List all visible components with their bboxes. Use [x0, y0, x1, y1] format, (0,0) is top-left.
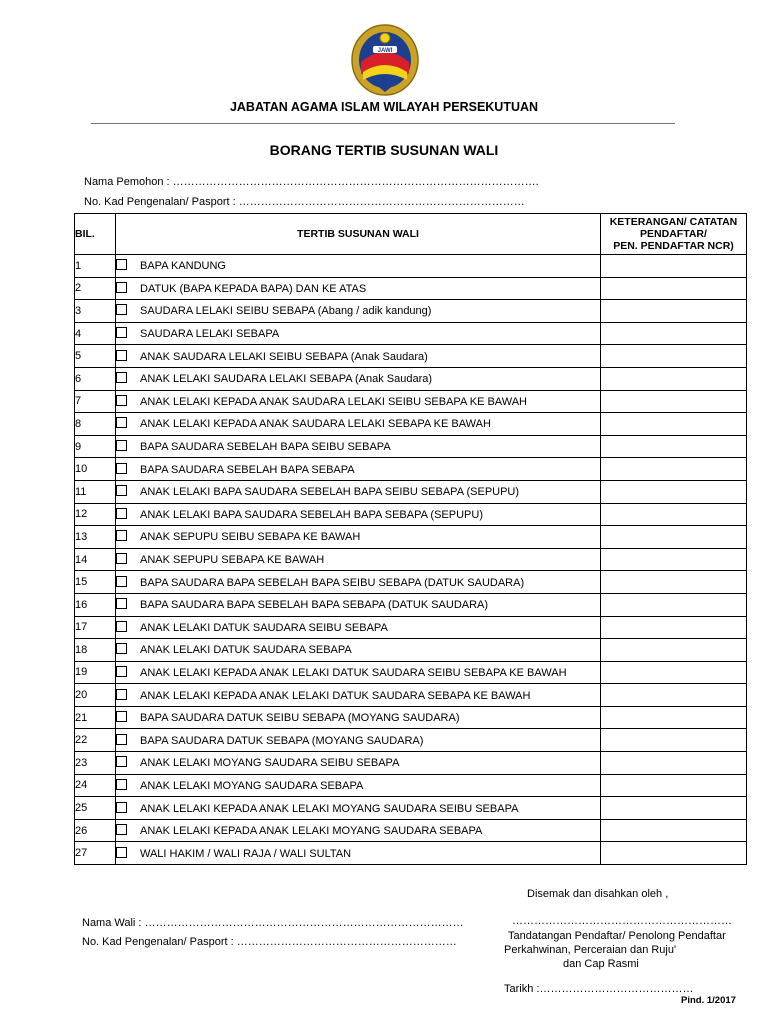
- wali-checkbox[interactable]: [116, 621, 127, 632]
- wali-option-label: ANAK LELAKI KEPADA ANAK LELAKI DATUK SAUDARA SEIBU SEBAPA KE BAWAH: [140, 666, 567, 679]
- col-remarks-header: [601, 214, 747, 255]
- col-remarks-line1: KETERANGAN/ CATATAN PENDAFTAR/: [609, 216, 738, 240]
- remarks-cell[interactable]: [601, 639, 747, 662]
- row-number: 8: [75, 413, 116, 436]
- remarks-cell[interactable]: [601, 706, 747, 729]
- wali-option-label: BAPA SAUDARA DATUK SEIBU SEBAPA (MOYANG SAUDARA): [140, 712, 460, 725]
- wali-option-label: SAUDARA LELAKI SEIBU SEBAPA (Abang / adik kandung): [140, 305, 432, 318]
- wali-option-cell: [116, 842, 601, 865]
- row-number: 25: [75, 797, 116, 820]
- table-row: [75, 797, 747, 820]
- wali-checkbox[interactable]: [116, 643, 127, 654]
- agency-name: JABATAN AGAMA ISLAM WILAYAH PERSEKUTUAN: [229, 100, 539, 114]
- applicant-id-field[interactable]: [84, 196, 525, 208]
- remarks-cell[interactable]: [601, 345, 747, 368]
- table-row: [75, 639, 747, 662]
- table-row: [75, 277, 747, 300]
- remarks-cell[interactable]: [601, 413, 747, 436]
- applicant-name-dots: ……………………………………………………………………………………….: [172, 176, 539, 188]
- wali-checkbox[interactable]: [116, 485, 127, 496]
- row-number: 13: [75, 526, 116, 549]
- col-order-header: TERTIB SUSUNAN WALI: [116, 214, 601, 255]
- wali-option-cell: [116, 593, 601, 616]
- signature-caption-1: Tandatangan Pendaftar/ Penolong Pendaftar: [508, 930, 726, 942]
- wali-checkbox[interactable]: [116, 417, 127, 428]
- wali-name-field[interactable]: [82, 917, 464, 929]
- header-divider: [91, 123, 675, 124]
- remarks-cell[interactable]: [601, 390, 747, 413]
- col-remarks-line2: PEN. PENDAFTAR NCR): [613, 240, 734, 252]
- wali-option-cell: [116, 661, 601, 684]
- table-row: [75, 480, 747, 503]
- wali-option-cell: [116, 413, 601, 436]
- wali-checkbox[interactable]: [116, 282, 127, 293]
- remarks-cell[interactable]: [601, 480, 747, 503]
- wali-option-label: DATUK (BAPA KEPADA BAPA) DAN KE ATAS: [140, 282, 367, 295]
- wali-option-label: ANAK LELAKI DATUK SAUDARA SEIBU SEBAPA: [140, 621, 388, 634]
- remarks-cell[interactable]: [601, 277, 747, 300]
- wali-option-label: BAPA SAUDARA SEBELAH BAPA SEIBU SEBAPA: [140, 441, 391, 454]
- table-row: [75, 819, 747, 842]
- wali-name-dots: ……………………………………………………………………………: [144, 917, 464, 929]
- wali-checkbox[interactable]: [116, 350, 127, 361]
- wali-option-label: ANAK LELAKI SAUDARA LELAKI SEBAPA (Anak Saudara): [140, 373, 433, 386]
- wali-checkbox[interactable]: [116, 553, 127, 564]
- wali-checkbox[interactable]: [116, 847, 127, 858]
- date-label: Tarikh :: [504, 983, 540, 995]
- table-row: [75, 367, 747, 390]
- row-number: 15: [75, 571, 116, 594]
- table-row: [75, 684, 747, 707]
- remarks-cell[interactable]: [601, 729, 747, 752]
- row-number: 2: [75, 277, 116, 300]
- table-row: [75, 729, 747, 752]
- wali-option-cell: [116, 548, 601, 571]
- wali-option-cell: [116, 526, 601, 549]
- wali-option-cell: [116, 706, 601, 729]
- wali-option-label: ANAK LELAKI KEPADA ANAK SAUDARA LELAKI SEIBU SEBAPA KE BAWAH: [140, 395, 527, 408]
- wali-option-cell: [116, 684, 601, 707]
- remarks-cell[interactable]: [601, 593, 747, 616]
- wali-option-label: BAPA SAUDARA SEBELAH BAPA SEBAPA: [140, 463, 355, 476]
- row-number: 5: [75, 345, 116, 368]
- wali-option-cell: [116, 435, 601, 458]
- wali-order-table: [74, 213, 747, 865]
- wali-checkbox[interactable]: [116, 666, 127, 677]
- row-number: 23: [75, 752, 116, 775]
- wali-checkbox[interactable]: [116, 756, 127, 767]
- row-number: 24: [75, 774, 116, 797]
- wali-option-cell: [116, 322, 601, 345]
- remarks-cell[interactable]: [601, 300, 747, 323]
- wali-option-label: ANAK LELAKI KEPADA ANAK LELAKI DATUK SAUDARA SEBAPA KE BAWAH: [140, 689, 531, 702]
- remarks-cell[interactable]: [601, 458, 747, 481]
- row-number: 14: [75, 548, 116, 571]
- jawi-logo: [349, 22, 421, 98]
- wali-checkbox[interactable]: [116, 689, 127, 700]
- wali-option-cell: [116, 819, 601, 842]
- applicant-name-label: Nama Pemohon :: [84, 176, 170, 188]
- table-row: [75, 300, 747, 323]
- signature-caption-3: dan Cap Rasmi: [563, 958, 639, 970]
- wali-name-label: Nama Wali :: [82, 917, 142, 929]
- row-number: 3: [75, 300, 116, 323]
- remarks-cell[interactable]: [601, 322, 747, 345]
- row-number: 4: [75, 322, 116, 345]
- remarks-cell[interactable]: [601, 842, 747, 865]
- wali-checkbox[interactable]: [116, 508, 127, 519]
- remarks-cell[interactable]: [601, 435, 747, 458]
- wali-id-field[interactable]: [82, 936, 457, 948]
- wali-id-label: No. Kad Pengenalan/ Pasport :: [82, 936, 234, 948]
- wali-id-dots: ……………………………………………………: [236, 936, 457, 948]
- wali-option-cell: [116, 797, 601, 820]
- table-row: [75, 435, 747, 458]
- wali-option-cell: [116, 729, 601, 752]
- row-number: 17: [75, 616, 116, 639]
- remarks-cell[interactable]: [601, 797, 747, 820]
- table-row: [75, 345, 747, 368]
- wali-option-cell: [116, 616, 601, 639]
- wali-option-cell: [116, 752, 601, 775]
- table-row: [75, 842, 747, 865]
- wali-option-label: ANAK LELAKI MOYANG SAUDARA SEBAPA: [140, 779, 364, 792]
- form-code: Pind. 1/2017: [681, 995, 736, 1006]
- wali-option-label: ANAK LELAKI BAPA SAUDARA SEBELAH BAPA SEBAPA (SEPUPU): [140, 508, 483, 521]
- col-bil-header: BIL.: [75, 214, 116, 255]
- wali-option-cell: [116, 255, 601, 278]
- remarks-cell[interactable]: [601, 526, 747, 549]
- table-row: [75, 390, 747, 413]
- date-dots: ……………………………………: [539, 983, 694, 995]
- wali-option-label: BAPA SAUDARA BAPA SEBELAH BAPA SEIBU SEBAPA (DATUK SAUDARA): [140, 576, 525, 589]
- wali-option-label: WALI HAKIM / WALI RAJA / WALI SULTAN: [140, 847, 352, 860]
- wali-option-cell: [116, 300, 601, 323]
- row-number: 22: [75, 729, 116, 752]
- wali-option-cell: [116, 367, 601, 390]
- signature-caption-2: Perkahwinan, Perceraian dan Ruju': [504, 944, 677, 956]
- verified-by-label: Disemak dan disahkan oleh ,: [527, 888, 669, 900]
- remarks-cell[interactable]: [601, 752, 747, 775]
- wali-option-label: ANAK SEPUPU SEBAPA KE BAWAH: [140, 554, 325, 567]
- wali-option-label: ANAK SAUDARA LELAKI SEIBU SEBAPA (Anak Saudara): [140, 350, 428, 363]
- wali-option-cell: [116, 390, 601, 413]
- remarks-cell[interactable]: [601, 616, 747, 639]
- wali-option-cell: [116, 480, 601, 503]
- table-row: [75, 752, 747, 775]
- wali-checkbox[interactable]: [116, 327, 127, 338]
- wali-checkbox[interactable]: [116, 372, 127, 383]
- table-row: [75, 571, 747, 594]
- row-number: 16: [75, 593, 116, 616]
- table-row: [75, 616, 747, 639]
- row-number: 6: [75, 367, 116, 390]
- wali-checkbox[interactable]: [116, 440, 127, 451]
- logo-text: JAWI: [377, 48, 393, 54]
- remarks-cell[interactable]: [601, 367, 747, 390]
- table-row: [75, 774, 747, 797]
- wali-checkbox[interactable]: [116, 711, 127, 722]
- wali-option-label: ANAK LELAKI KEPADA ANAK SAUDARA LELAKI SEBAPA KE BAWAH: [140, 418, 491, 431]
- applicant-name-field[interactable]: [84, 176, 539, 188]
- remarks-cell[interactable]: [601, 255, 747, 278]
- wali-checkbox[interactable]: [116, 576, 127, 587]
- table-row: [75, 661, 747, 684]
- wali-option-label: SAUDARA LELAKI SEBAPA: [140, 328, 280, 341]
- table-row: [75, 503, 747, 526]
- row-number: 26: [75, 819, 116, 842]
- wali-checkbox[interactable]: [116, 304, 127, 315]
- remarks-cell[interactable]: [601, 571, 747, 594]
- wali-checkbox[interactable]: [116, 824, 127, 835]
- wali-checkbox[interactable]: [116, 395, 127, 406]
- wali-option-cell: [116, 571, 601, 594]
- wali-checkbox[interactable]: [116, 779, 127, 790]
- wali-option-label: ANAK SEPUPU SEIBU SEBAPA KE BAWAH: [140, 531, 361, 544]
- wali-checkbox[interactable]: [116, 598, 127, 609]
- wali-option-cell: [116, 277, 601, 300]
- table-row: [75, 526, 747, 549]
- table-row: [75, 413, 747, 436]
- remarks-cell[interactable]: [601, 774, 747, 797]
- wali-checkbox[interactable]: [116, 259, 127, 270]
- remarks-cell[interactable]: [601, 661, 747, 684]
- form-title: BORANG TERTIB SUSUNAN WALI: [269, 142, 499, 158]
- date-field[interactable]: [504, 983, 693, 995]
- wali-option-label: ANAK LELAKI KEPADA ANAK LELAKI MOYANG SAUDARA SEIBU SEBAPA: [140, 802, 519, 815]
- wali-option-cell: [116, 345, 601, 368]
- table-row: [75, 548, 747, 571]
- remarks-cell[interactable]: [601, 503, 747, 526]
- wali-option-label: ANAK LELAKI MOYANG SAUDARA SEIBU SEBAPA: [140, 757, 400, 770]
- table-row: [75, 458, 747, 481]
- row-number: 7: [75, 390, 116, 413]
- remarks-cell[interactable]: [601, 548, 747, 571]
- applicant-id-label: No. Kad Pengenalan/ Pasport :: [84, 196, 236, 208]
- row-number: 9: [75, 435, 116, 458]
- wali-option-label: BAPA SAUDARA DATUK SEBAPA (MOYANG SAUDARA): [140, 734, 424, 747]
- row-number: 19: [75, 661, 116, 684]
- wali-checkbox[interactable]: [116, 802, 127, 813]
- row-number: 10: [75, 458, 116, 481]
- row-number: 20: [75, 684, 116, 707]
- table-row: [75, 593, 747, 616]
- row-number: 27: [75, 842, 116, 865]
- wali-option-label: BAPA SAUDARA BAPA SEBELAH BAPA SEBAPA (DATUK SAUDARA): [140, 599, 489, 612]
- applicant-id-dots: ……………………………………………………………………: [238, 196, 525, 208]
- table-row: [75, 322, 747, 345]
- wali-option-cell: [116, 639, 601, 662]
- wali-option-label: BAPA KANDUNG: [140, 260, 226, 273]
- row-number: 18: [75, 639, 116, 662]
- table-header-row: [75, 214, 747, 255]
- wali-checkbox[interactable]: [116, 463, 127, 474]
- row-number: 11: [75, 480, 116, 503]
- signature-line[interactable]: ……………………………………………………: [512, 915, 732, 927]
- wali-option-cell: [116, 774, 601, 797]
- row-number: 21: [75, 706, 116, 729]
- row-number: 1: [75, 255, 116, 278]
- row-number: 12: [75, 503, 116, 526]
- wali-option-label: ANAK LELAKI KEPADA ANAK LELAKI MOYANG SAUDARA SEBAPA: [140, 825, 483, 838]
- wali-option-label: ANAK LELAKI BAPA SAUDARA SEBELAH BAPA SEIBU SEBAPA (SEPUPU): [140, 486, 520, 499]
- wali-option-cell: [116, 458, 601, 481]
- wali-option-cell: [116, 503, 601, 526]
- table-row: [75, 706, 747, 729]
- wali-checkbox[interactable]: [116, 530, 127, 541]
- remarks-cell[interactable]: [601, 684, 747, 707]
- wali-option-label: ANAK LELAKI DATUK SAUDARA SEBAPA: [140, 644, 352, 657]
- remarks-cell[interactable]: [601, 819, 747, 842]
- wali-checkbox[interactable]: [116, 734, 127, 745]
- table-row: [75, 255, 747, 278]
